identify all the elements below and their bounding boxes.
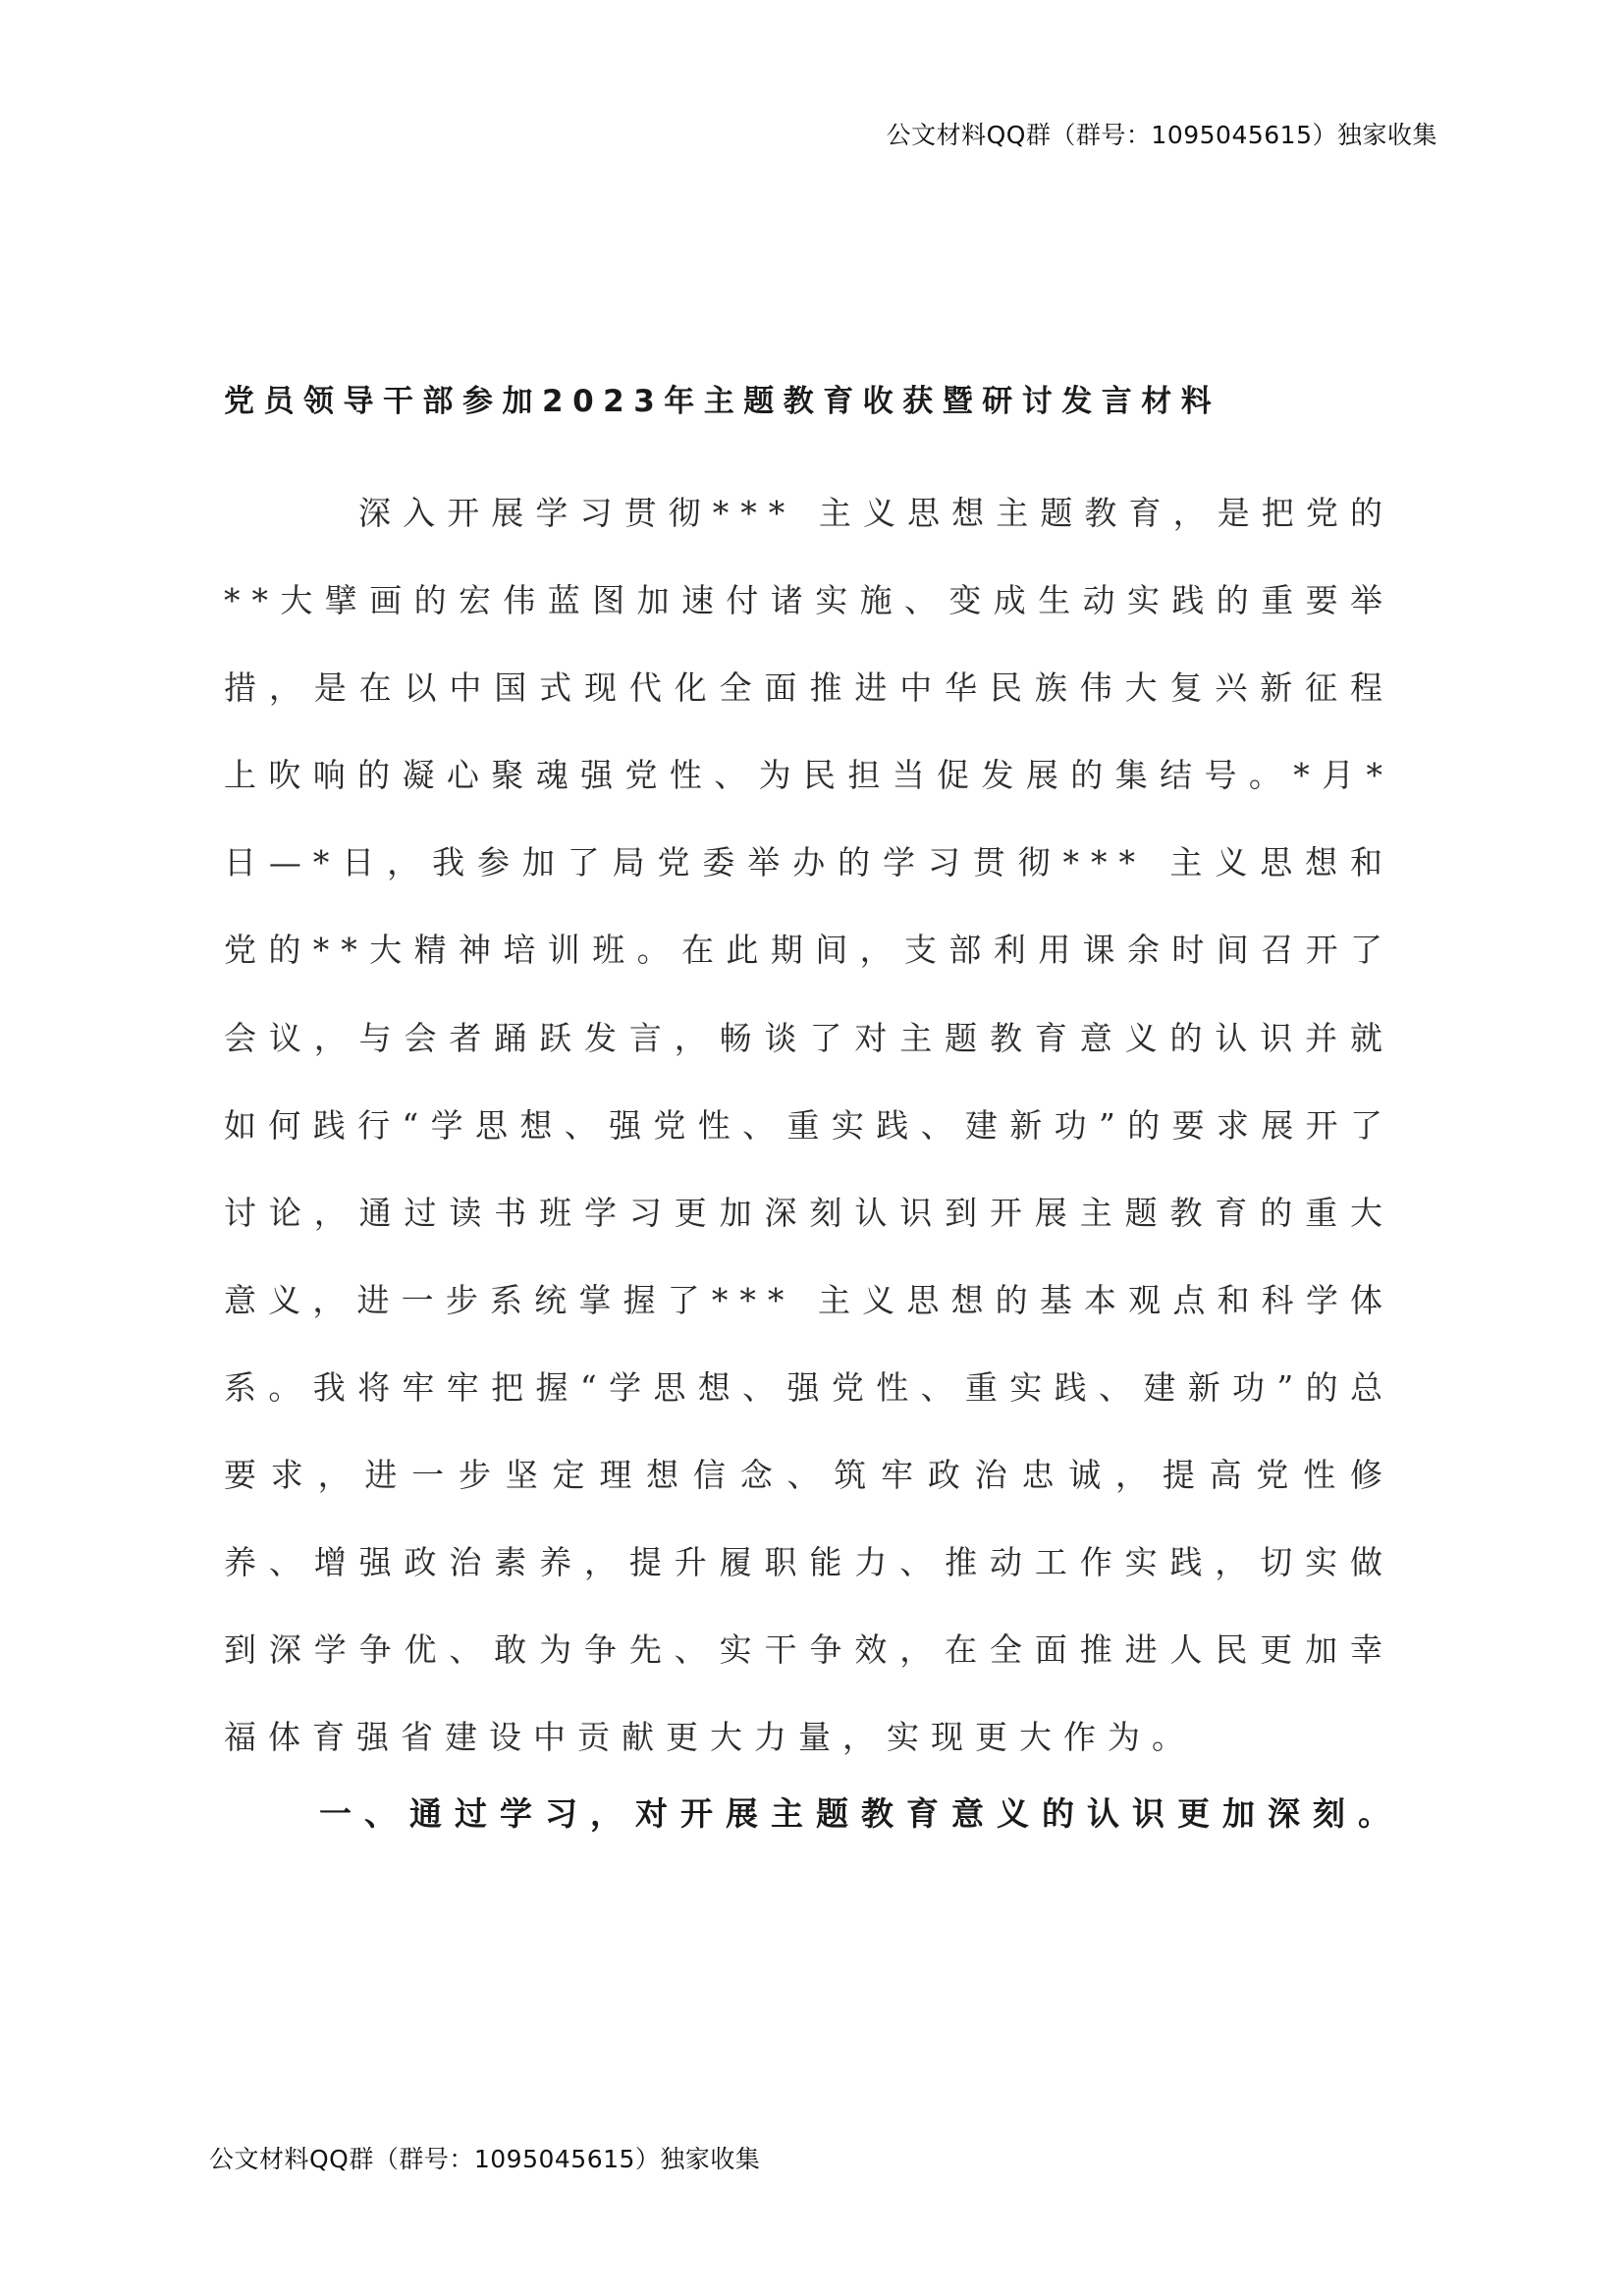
header-watermark-note: 公文材料QQ群（群号：1095045615）独家收集 — [886, 121, 1437, 149]
intro-paragraph: 深入开展学习贯彻*** 主义思想主题教育，是把党的**大擘画的宏伟蓝图加速付诸实施、变成生动实践的重要举措，是在以中国式现代化全面推进中华民族伟大复兴新征程上吹响的凝心聚魂强党性、为民担当促发展的集结号。*月*日—*日，我参加了局党委举办的学习贯彻*** 主义思想和党的**大精神培训班。在此期间，支部利用课余时间召开了会议，与会者踊跃发言，畅谈了对主题教育意义的认识并就如何践行“学思想、强党性、重实践、建新功”的要求展开了讨论，通过读书班学习更加深刻认识到开展主题教育的重大意义，进一步系统掌握了*** 主义思想的基本观点和科学体系。我将牢牢把握“学思想、强党性、重实践、建新功”的总要求，进一步坚定理想信念、筑牢政治忠诚，提高党性修养、增强政治素养，提升履职能力、推动工作实践，切实做到深学争优、敢为争先、实干争效，在全面推进人民更加幸福体育强省建设中贡献更大力量，实现更大作为。 — [224, 494, 1394, 1757]
footer-watermark-note: 公文材料QQ群（群号：1095045615）独家收集 — [209, 2145, 761, 2173]
section-heading-1: 一、通过学习，对开展主题教育意义的认识更加深刻。 — [319, 1794, 1403, 1833]
document-title: 党员领导干部参加2023年主题教育收获暨研讨发言材料 — [224, 384, 1221, 419]
